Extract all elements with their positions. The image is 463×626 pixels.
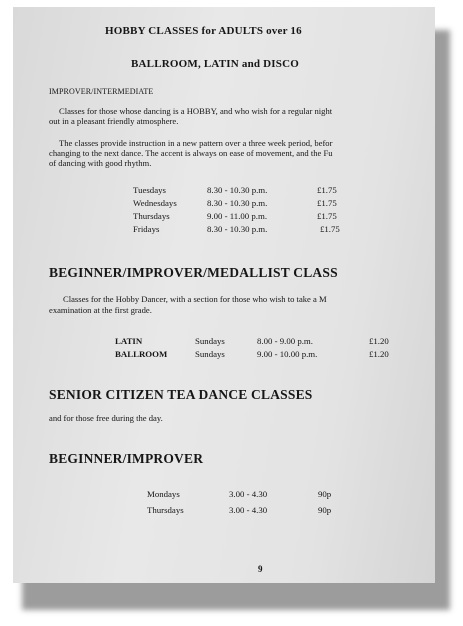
schedule-row <box>133 184 373 197</box>
schedule-time: 3.00 - 4.30 <box>229 489 268 499</box>
schedule-row <box>133 197 373 210</box>
schedule-row <box>147 504 367 520</box>
schedule-row <box>147 488 367 504</box>
ballroom-paragraph-2-line-2: changing to the next dance. The accent is always on ease of movement, and the Fu <box>49 148 333 158</box>
senior-citizen-text: and for those free during the day. <box>49 413 163 423</box>
beginner-improver-heading: BEGINNER/IMPROVER <box>49 451 204 466</box>
ballroom-paragraph-2-line-3: of dancing with good rhythm. <box>49 158 152 168</box>
page-title: HOBBY CLASSES for ADULTS over 16 <box>105 25 302 37</box>
schedule-day: Tuesdays <box>133 185 166 195</box>
schedule-price: 90p <box>318 489 332 499</box>
schedule-day: Mondays <box>147 489 180 499</box>
schedule-day: Sundays <box>195 336 225 346</box>
medallist-paragraph-line-1: Classes for the Hobby Dancer, with a section for those who wish to take a M <box>63 294 327 304</box>
schedule-row <box>115 348 405 361</box>
schedule-class-name: BALLROOM <box>115 349 168 359</box>
schedule-day: Thursdays <box>133 211 170 221</box>
senior-citizen-heading: SENIOR CITIZEN TEA DANCE CLASSES <box>49 387 313 402</box>
schedule-price: £1.75 <box>317 198 337 208</box>
ballroom-heading: BALLROOM, LATIN and DISCO <box>131 58 299 70</box>
schedule-time: 8.30 - 10.30 p.m. <box>207 185 268 195</box>
ballroom-paragraph-1-line-2: out in a pleasant friendly atmosphere. <box>49 116 179 126</box>
medallist-schedule <box>115 335 405 361</box>
medallist-paragraph-line-2: examination at the first grade. <box>49 305 152 315</box>
schedule-time: 8.30 - 10.30 p.m. <box>207 224 268 234</box>
schedule-price: £1.20 <box>369 349 389 359</box>
schedule-time: 8.30 - 10.30 p.m. <box>207 198 268 208</box>
schedule-class-name: LATIN <box>115 336 143 346</box>
schedule-row <box>133 223 373 236</box>
schedule-day: Fridays <box>133 224 160 234</box>
beginner-schedule <box>147 488 367 520</box>
ballroom-schedule <box>133 184 373 236</box>
document-page <box>13 7 435 583</box>
schedule-price: £1.75 <box>317 211 337 221</box>
schedule-day: Sundays <box>195 349 225 359</box>
schedule-price: £1.20 <box>369 336 389 346</box>
schedule-price: £1.75 <box>317 185 337 195</box>
schedule-time: 3.00 - 4.30 <box>229 505 268 515</box>
schedule-row <box>133 210 373 223</box>
schedule-day: Wednesdays <box>133 198 177 208</box>
schedule-price: £1.75 <box>320 224 340 234</box>
schedule-row <box>115 335 405 348</box>
page-number: 9 <box>258 564 263 574</box>
ballroom-paragraph-2-line-1: The classes provide instruction in a new pattern over a three week period, befor <box>59 138 333 148</box>
schedule-time: 9.00 - 11.00 p.m. <box>207 211 268 221</box>
medallist-heading: BEGINNER/IMPROVER/MEDALLIST CLASS <box>49 265 338 280</box>
schedule-time: 9.00 - 10.00 p.m. <box>257 349 318 359</box>
ballroom-paragraph-1-line-1: Classes for those whose dancing is a HOBBY, and who wish for a regular night <box>59 106 333 116</box>
schedule-price: 90p <box>318 505 332 515</box>
schedule-day: Thursdays <box>147 505 184 515</box>
schedule-time: 8.00 - 9.00 p.m. <box>257 336 313 346</box>
improver-intermediate-subheading: IMPROVER/INTERMEDIATE <box>49 87 154 96</box>
